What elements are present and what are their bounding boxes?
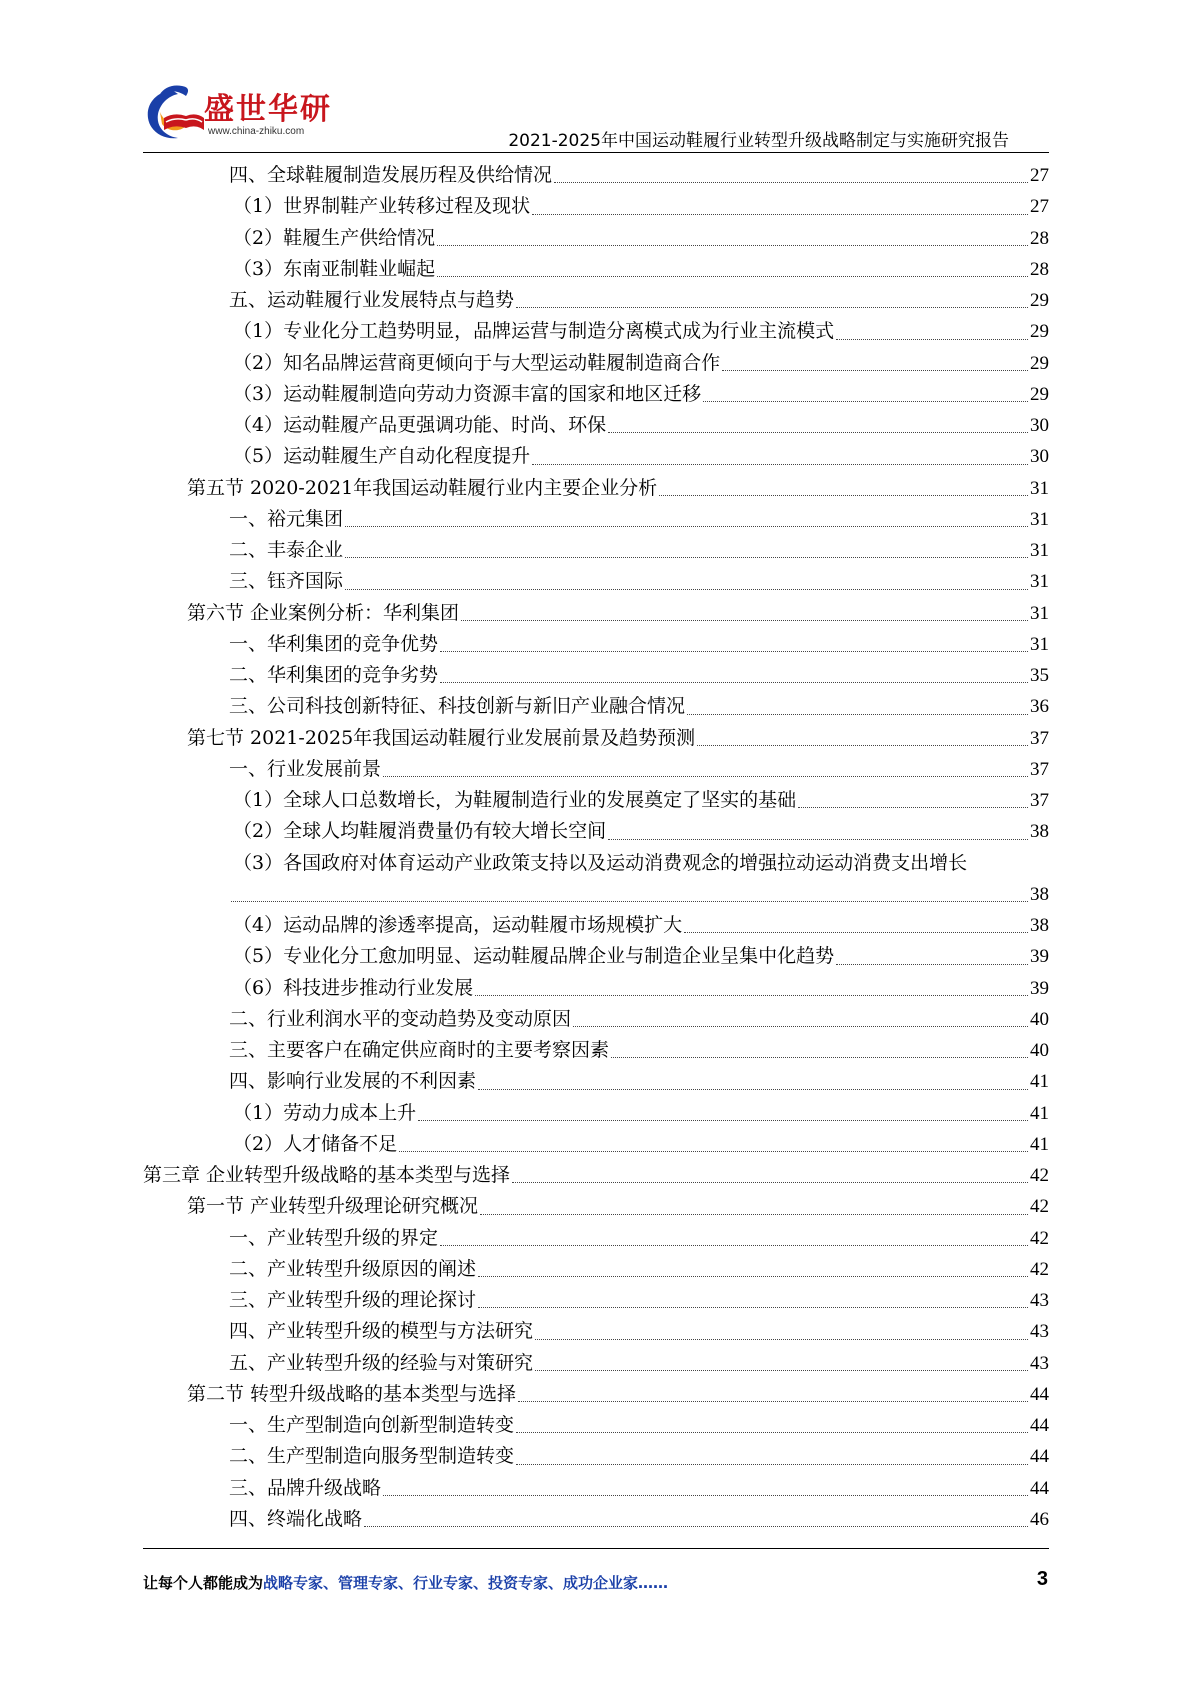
- toc-entry-page: 38: [1030, 821, 1049, 843]
- toc-entry[interactable]: [143, 348, 1049, 379]
- toc-dot-leader: [437, 254, 1028, 285]
- toc-dot-leader: [535, 1316, 1028, 1347]
- toc-entry-title: （5）专业化分工愈加明显、运动鞋履品牌企业与制造企业呈集中化趋势: [233, 945, 835, 968]
- toc-dot-leader: [437, 223, 1028, 254]
- toc-entry-page: 27: [1030, 165, 1049, 186]
- toc-entry[interactable]: [143, 1348, 1049, 1379]
- toc-dot-leader: [703, 379, 1028, 410]
- toc-entry-page: 44: [1030, 1383, 1049, 1405]
- toc-entry[interactable]: [143, 1098, 1049, 1129]
- toc-entry-page: 31: [1030, 571, 1049, 593]
- toc-entry-title: 一、行业发展前景: [229, 757, 382, 780]
- toc-dot-leader: [573, 1004, 1028, 1035]
- toc-entry-page: 27: [1030, 196, 1049, 218]
- toc-entry-title: 二、生产型制造向服务型制造转变: [229, 1445, 515, 1468]
- toc-entry-title: （2）人才储备不足: [233, 1132, 398, 1155]
- toc-entry[interactable]: [143, 754, 1049, 785]
- toc-entry-page: 44: [1030, 1446, 1049, 1468]
- toc-entry-title: （4）运动鞋履产品更强调功能、时尚、环保: [233, 414, 607, 436]
- toc-entry-page: 40: [1030, 1008, 1049, 1030]
- toc-dot-leader: [512, 1160, 1028, 1191]
- toc-dot-leader: [687, 691, 1028, 722]
- toc-entry[interactable]: [143, 1473, 1049, 1504]
- logo-name: 盛世华研: [204, 92, 332, 127]
- toc-entry[interactable]: [143, 223, 1049, 254]
- toc-dot-leader: [516, 285, 1028, 316]
- toc-entry-title: 五、产业转型升级的经验与对策研究: [229, 1351, 534, 1374]
- toc-entry-page: 39: [1030, 977, 1049, 999]
- toc-dot-leader: [554, 160, 1028, 191]
- toc-entry[interactable]: [143, 1316, 1049, 1347]
- toc-dot-leader: [659, 473, 1028, 504]
- toc-entry[interactable]: [143, 691, 1049, 722]
- toc-entry-page: 31: [1030, 540, 1049, 561]
- toc-entry-page: 30: [1030, 415, 1049, 436]
- toc-entry[interactable]: [143, 848, 1049, 879]
- toc-dot-leader: [461, 598, 1028, 629]
- toc-dot-leader: [836, 316, 1028, 347]
- toc-entry-title: （2）全球人均鞋履消费量仍有较大增长空间: [233, 820, 607, 843]
- toc-entry-page: 29: [1030, 352, 1049, 374]
- toc-entry-page: 38: [1030, 915, 1049, 936]
- company-logo: [142, 82, 332, 148]
- toc-entry[interactable]: [143, 879, 1049, 910]
- toc-dot-leader: [516, 1441, 1028, 1472]
- toc-entry-page: 43: [1030, 1352, 1049, 1374]
- toc-entry[interactable]: [143, 160, 1049, 191]
- toc-entry-page: 31: [1030, 477, 1049, 499]
- toc-dot-leader: [478, 1285, 1028, 1316]
- toc-entry[interactable]: [143, 973, 1049, 1004]
- toc-entry-page: 37: [1030, 790, 1049, 811]
- toc-entry-title: （1）专业化分工趋势明显，品牌运营与制造分离模式成为行业主流模式: [233, 320, 835, 343]
- toc-entry[interactable]: [143, 910, 1049, 941]
- toc-dot-leader: [399, 1129, 1028, 1160]
- toc-entry-title: （6）科技进步推动行业发展: [233, 976, 474, 999]
- slogan-highlight: 战略专家、管理专家、行业专家、投资专家、成功企业家……: [263, 1574, 669, 1592]
- toc-dot-leader: [608, 410, 1028, 441]
- toc-entry-title: 一、华利集团的竞争优势: [229, 632, 439, 655]
- toc-entry-page: 41: [1030, 1071, 1049, 1093]
- toc-entry-page: 41: [1030, 1133, 1049, 1155]
- toc-entry-page: 36: [1030, 696, 1049, 718]
- toc-entry[interactable]: [143, 1223, 1049, 1254]
- toc-dot-leader: [798, 785, 1028, 816]
- toc-entry[interactable]: [143, 723, 1049, 754]
- toc-entry-title: 四、全球鞋履制造发展历程及供给情况: [229, 164, 553, 186]
- toc-entry[interactable]: [143, 1441, 1049, 1472]
- toc-entry[interactable]: [143, 1066, 1049, 1097]
- toc-entry[interactable]: [143, 441, 1049, 472]
- toc-dot-leader: [440, 1223, 1028, 1254]
- toc-entry-page: 35: [1030, 665, 1049, 686]
- toc-entry-page: 29: [1030, 321, 1049, 343]
- header-divider: [143, 152, 1049, 153]
- toc-entry-title: 三、主要客户在确定供应商时的主要考察因素: [229, 1039, 610, 1061]
- toc-entry[interactable]: [143, 1379, 1049, 1410]
- toc-entry[interactable]: [143, 254, 1049, 285]
- toc-entry-page: 46: [1030, 1508, 1049, 1530]
- toc-entry-title: 三、公司科技创新特征、科技创新与新旧产业融合情况: [229, 695, 686, 718]
- toc-entry[interactable]: [143, 1129, 1049, 1160]
- toc-entry-page: 39: [1030, 946, 1049, 968]
- toc-entry-title: 第二节 转型升级战略的基本类型与选择: [187, 1382, 517, 1405]
- toc-entry[interactable]: [143, 1191, 1049, 1222]
- slogan-prefix: 让每个人都能成为: [143, 1574, 264, 1592]
- toc-entry[interactable]: [143, 379, 1049, 410]
- toc-entry-title: （2）知名品牌运营商更倾向于与大型运动鞋履制造商合作: [233, 351, 721, 374]
- toc-entry[interactable]: [143, 1035, 1049, 1066]
- toc-entry-page: 31: [1030, 633, 1049, 655]
- toc-entry-page: 42: [1030, 1165, 1049, 1186]
- toc-entry-page: 30: [1030, 446, 1049, 468]
- toc-entry-page: 38: [1030, 883, 1049, 905]
- toc-dot-leader: [480, 1191, 1028, 1222]
- footer-divider: [143, 1548, 1049, 1549]
- toc-dot-leader: [364, 1504, 1028, 1535]
- toc-entry[interactable]: [143, 504, 1049, 535]
- toc-dot-leader: [345, 504, 1028, 535]
- toc-dot-leader: [722, 348, 1028, 379]
- toc-entry[interactable]: [143, 1004, 1049, 1035]
- toc-entry-page: 29: [1030, 290, 1049, 311]
- toc-entry[interactable]: [143, 1285, 1049, 1316]
- toc-entry-page: 28: [1030, 227, 1049, 249]
- toc-entry-title: 二、行业利润水平的变动趋势及变动原因: [229, 1007, 572, 1030]
- toc-entry-page: 42: [1030, 1196, 1049, 1218]
- logo-url: www.china-zhiku.com: [208, 126, 305, 137]
- toc-entry-title: （3）各国政府对体育运动产业政策支持以及运动消费观念的增强拉动运动消费支出增长: [233, 851, 968, 874]
- toc-entry-page: 31: [1030, 508, 1049, 530]
- toc-entry-page: 29: [1030, 383, 1049, 405]
- toc-entry-title: 三、品牌升级战略: [229, 1476, 382, 1499]
- toc-entry-title: （1）世界制鞋产业转移过程及现状: [233, 195, 531, 218]
- toc-entry-title: （2）鞋履生产供给情况: [233, 226, 436, 249]
- document-title: 2021-2025年中国运动鞋履行业转型升级战略制定与实施研究报告: [508, 131, 1009, 151]
- toc-entry[interactable]: [143, 598, 1049, 629]
- toc-entry-title: 第七节 2021-2025年我国运动鞋履行业发展前景及趋势预测: [187, 726, 696, 749]
- toc-dot-leader: [697, 723, 1028, 754]
- toc-dot-leader: [440, 660, 1028, 691]
- toc-dot-leader: [475, 973, 1028, 1004]
- toc-entry-title: （3）东南亚制鞋业崛起: [233, 257, 436, 280]
- toc-dot-leader: [684, 910, 1028, 941]
- toc-dot-leader: [608, 816, 1028, 847]
- toc-dot-leader: [516, 1410, 1028, 1441]
- toc-entry[interactable]: [143, 1254, 1049, 1285]
- toc-entry-title: 第五节 2020-2021年我国运动鞋履行业内主要企业分析: [187, 476, 658, 499]
- toc-entry[interactable]: [143, 629, 1049, 660]
- toc-dot-leader: [611, 1035, 1028, 1066]
- toc-entry-page: 44: [1030, 1415, 1049, 1436]
- toc-dot-leader: [345, 566, 1028, 597]
- toc-dot-leader: [532, 191, 1028, 222]
- toc-entry-title: 五、运动鞋履行业发展特点与趋势: [229, 289, 515, 311]
- toc-entry[interactable]: [143, 660, 1049, 691]
- toc-entry-title: 第一节 产业转型升级理论研究概况: [187, 1195, 479, 1218]
- toc-entry[interactable]: [143, 316, 1049, 347]
- toc-dot-leader: [345, 535, 1028, 566]
- toc-entry-title: 一、生产型制造向创新型制造转变: [229, 1414, 515, 1436]
- toc-entry-title: 第三章 企业转型升级战略的基本类型与选择: [143, 1164, 511, 1186]
- toc-dot-leader: [532, 441, 1028, 472]
- toc-entry-title: 四、终端化战略: [229, 1507, 363, 1530]
- toc-entry[interactable]: [143, 285, 1049, 316]
- toc-dot-leader: [478, 1066, 1028, 1097]
- toc-dot-leader: [418, 1098, 1028, 1129]
- toc-entry[interactable]: [143, 1504, 1049, 1535]
- toc-entry[interactable]: [143, 785, 1049, 816]
- page-number: 3: [1036, 1568, 1048, 1590]
- toc-entry-page: 28: [1030, 258, 1049, 280]
- toc-entry-title: 二、丰泰企业: [229, 539, 344, 561]
- toc-entry-title: （4）运动品牌的渗透率提高，运动鞋履市场规模扩大: [233, 914, 683, 936]
- toc-entry-page: 42: [1030, 1227, 1049, 1249]
- toc-entry-page: 37: [1030, 758, 1049, 780]
- toc-entry[interactable]: [143, 941, 1049, 972]
- toc-entry-page: 42: [1030, 1258, 1049, 1280]
- toc-entry-title: 四、产业转型升级的模型与方法研究: [229, 1320, 534, 1343]
- toc-entry[interactable]: [143, 1160, 1049, 1191]
- toc-entry-page: 40: [1030, 1040, 1049, 1061]
- toc-entry-title: 一、裕元集团: [229, 507, 344, 530]
- footer-slogan: [143, 1572, 668, 1593]
- toc-entry-title: （1）全球人口总数增长，为鞋履制造行业的发展奠定了坚实的基础: [233, 789, 797, 811]
- toc-entry-page: 31: [1030, 602, 1049, 624]
- toc-entry[interactable]: [143, 473, 1049, 504]
- toc-entry[interactable]: [143, 410, 1049, 441]
- toc-entry-title: （1）劳动力成本上升: [233, 1101, 417, 1124]
- toc-entry-title: 三、钰齐国际: [229, 570, 344, 593]
- toc-dot-leader: [440, 629, 1028, 660]
- toc-entry[interactable]: [143, 1410, 1049, 1441]
- table-of-contents: [143, 160, 1049, 1535]
- toc-entry-title: 第六节 企业案例分析：华利集团: [187, 601, 460, 624]
- toc-entry-title: 一、产业转型升级的界定: [229, 1226, 439, 1249]
- toc-entry-page: 41: [1030, 1102, 1049, 1124]
- toc-entry[interactable]: [143, 816, 1049, 847]
- toc-entry-title: 二、产业转型升级原因的阐述: [229, 1257, 477, 1280]
- toc-dot-leader: [535, 1348, 1028, 1379]
- toc-dot-leader: [383, 1473, 1028, 1504]
- toc-dot-leader: [231, 879, 1028, 910]
- toc-entry-title: 三、产业转型升级的理论探讨: [229, 1289, 477, 1311]
- toc-entry-page: 43: [1030, 1290, 1049, 1311]
- toc-dot-leader: [518, 1379, 1028, 1410]
- toc-entry-page: 43: [1030, 1321, 1049, 1343]
- toc-dot-leader: [478, 1254, 1028, 1285]
- toc-entry-title: 二、华利集团的竞争劣势: [229, 664, 439, 686]
- toc-entry-page: 44: [1030, 1477, 1049, 1499]
- toc-entry[interactable]: [143, 191, 1049, 222]
- toc-entry-page: 37: [1030, 727, 1049, 749]
- toc-entry-title: 四、影响行业发展的不利因素: [229, 1070, 477, 1093]
- toc-entry[interactable]: [143, 566, 1049, 597]
- toc-entry-title: （5）运动鞋履生产自动化程度提升: [233, 445, 531, 468]
- toc-entry[interactable]: [143, 535, 1049, 566]
- logo-swirl-icon: [142, 82, 206, 148]
- toc-dot-leader: [836, 941, 1028, 972]
- toc-entry-title: （3）运动鞋履制造向劳动力资源丰富的国家和地区迁移: [233, 382, 702, 405]
- toc-dot-leader: [383, 754, 1028, 785]
